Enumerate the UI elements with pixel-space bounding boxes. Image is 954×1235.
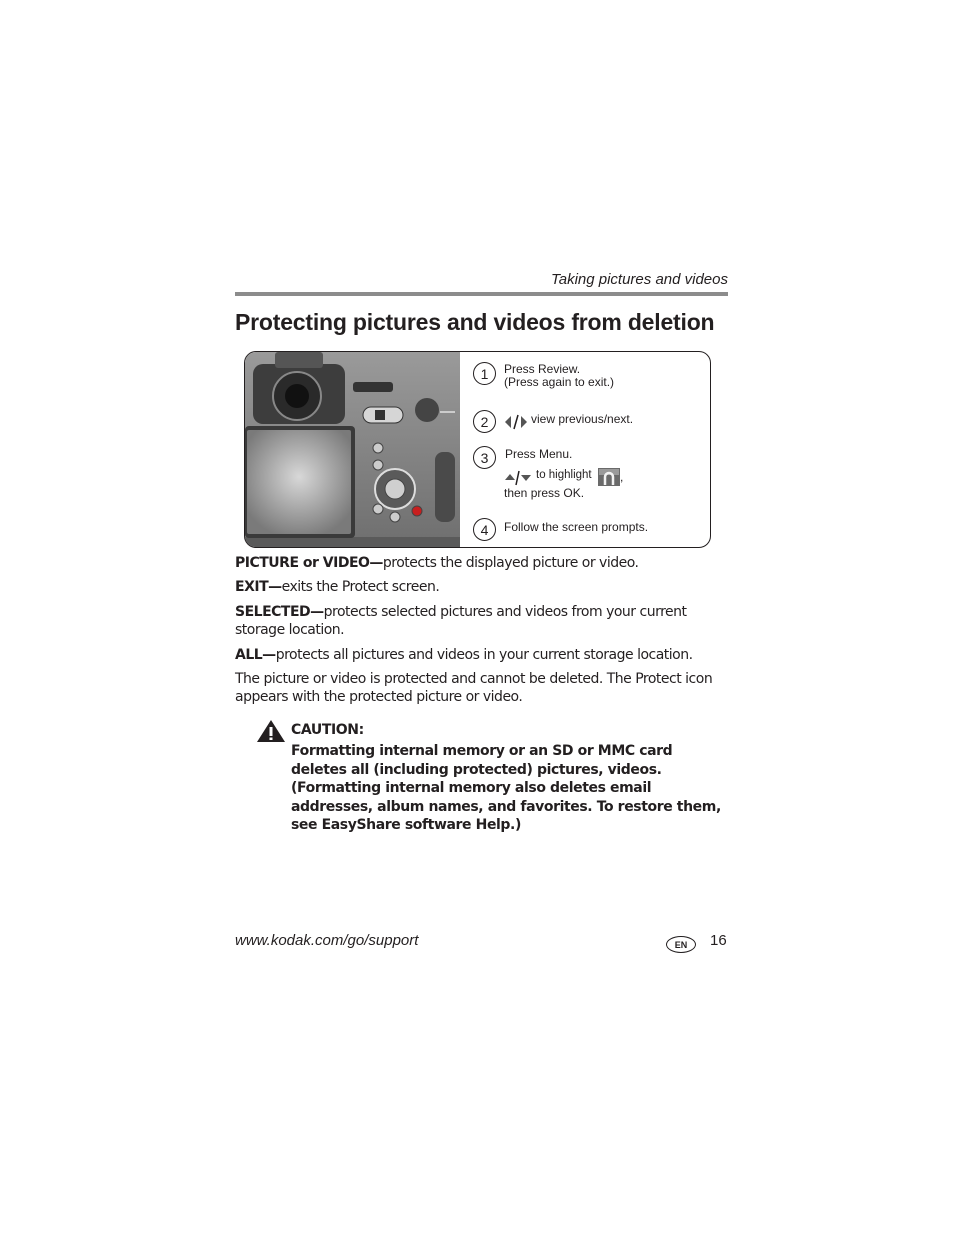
caution-body: Formatting internal memory or an SD or MMC card deletes all (including protected) pictures, videos. (Formatting internal memory also deletes email addresses, album names, and favorites. To restore them, see EasyShare software Help.): [291, 743, 721, 833]
definition-item: [235, 603, 730, 639]
language-badge: EN: [666, 936, 696, 953]
running-header: Taking pictures and videos: [550, 271, 728, 288]
step-3-line-3: then press OK.: [504, 486, 585, 500]
caution-title: CAUTION:: [291, 722, 364, 738]
step-number: 1: [473, 362, 496, 385]
definition-text: protects the displayed picture or video.: [382, 555, 639, 571]
step-number: 3: [473, 446, 496, 469]
definition-item: [235, 554, 730, 572]
page-title: Protecting pictures and videos from deletion: [235, 309, 715, 335]
step-4-text: Follow the screen prompts.: [504, 520, 649, 534]
step-3-to-highlight: to highlight: [536, 469, 592, 481]
step-3-line-1: Press Menu.: [505, 447, 573, 461]
step-2-text: view previous/next.: [531, 412, 634, 426]
footer-url[interactable]: www.kodak.com/go/support: [235, 932, 419, 949]
up-down-arrows-icon: [504, 470, 532, 486]
left-right-arrows-icon: [504, 414, 528, 430]
definition-item: [235, 578, 730, 596]
definition-text: protects all pictures and videos in your current storage location.: [275, 647, 693, 663]
definition-text: exits the Protect screen.: [281, 579, 440, 595]
step-number: 4: [473, 518, 496, 541]
definition-text: protects selected pictures and videos from your current storage location.: [235, 604, 687, 638]
step-number: 2: [473, 410, 496, 433]
page-number: 16: [710, 932, 727, 949]
step-3-comma: ,: [620, 470, 624, 484]
definition-term: EXIT—: [235, 579, 282, 595]
note-paragraph: The picture or video is protected and cannot be deleted. The Protect icon appears with the protected picture or video.: [235, 671, 713, 705]
step-1-line-2: (Press again to exit.): [504, 375, 615, 389]
definition-term: SELECTED—: [235, 604, 324, 620]
caution-triangle-icon: [256, 719, 286, 743]
camera-figure: [244, 351, 711, 548]
protect-icon: [598, 468, 620, 486]
header-rule: [235, 292, 728, 296]
definition-term: PICTURE or VIDEO—: [235, 555, 383, 571]
camera-back-illustration: [245, 352, 460, 548]
step-1-line-1: Press Review.: [504, 362, 581, 376]
definition-item: [235, 646, 730, 664]
definition-term: ALL—: [235, 647, 276, 663]
